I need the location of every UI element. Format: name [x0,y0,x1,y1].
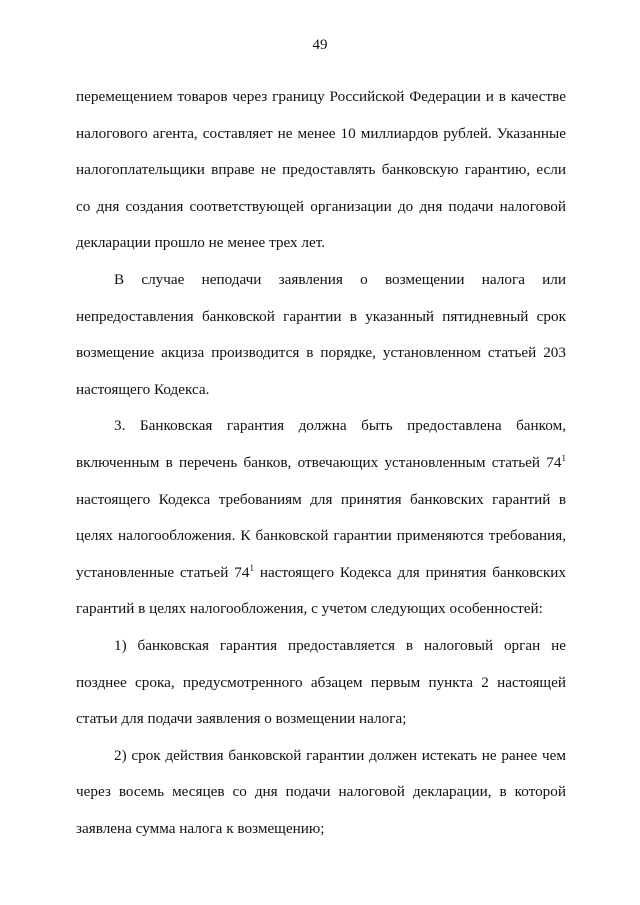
page-number: 49 [312,37,328,53]
article-superscript: 1 [561,452,566,463]
list-item-2: 2) срок действия банковской гарантии должен истекать не ранее чем через восемь месяцев со дня подачи налоговой декларации, в которой заявлена сумма налога к возмещению; [76,746,566,837]
paragraph-item-3-part2: настоящего Кодекса требованиям для принятия банковских гарантий в целях налогообложения. К банковской гарантии применяются требования, установленные статьей 74 [76,490,566,581]
document-body [76,79,566,847]
article-superscript: 1 [249,562,254,573]
paragraph-refund-procedure: В случае неподачи заявления о возмещении налога или непредоставления банковской гарантии в указанный пятидневный срок возмещение акциза производится в порядке, установленном статьей 203 настоящего Кодекса. [76,270,566,398]
list-item-1: 1) банковская гарантия предоставляется в налоговый орган не позднее срока, предусмотренного абзацем первым пункта 2 настоящей статьи для подачи заявления о возмещении налога; [76,636,566,728]
paragraph-item-3-part1: 3. Банковская гарантия должна быть предоставлена банком, включенным в перечень банков, отвечающих установленным статьей 74 [76,417,566,471]
paragraph-item-3 [76,408,566,628]
paragraph-item-3-part3: настоящего Кодекса для принятия банковских гарантий в целях налогообложения, с учетом следующих особенностей: [76,563,566,618]
paragraph-continuation: перемещением товаров через границу Российской Федерации и в качестве налогового агента, составляет не менее 10 миллиардов рублей. Указанные налогоплательщики вправе не предоставлять банковскую гарантию, если со дня создания соответствующей организации до дня подачи налоговой декларации прошло не менее трех лет. [76,88,566,252]
